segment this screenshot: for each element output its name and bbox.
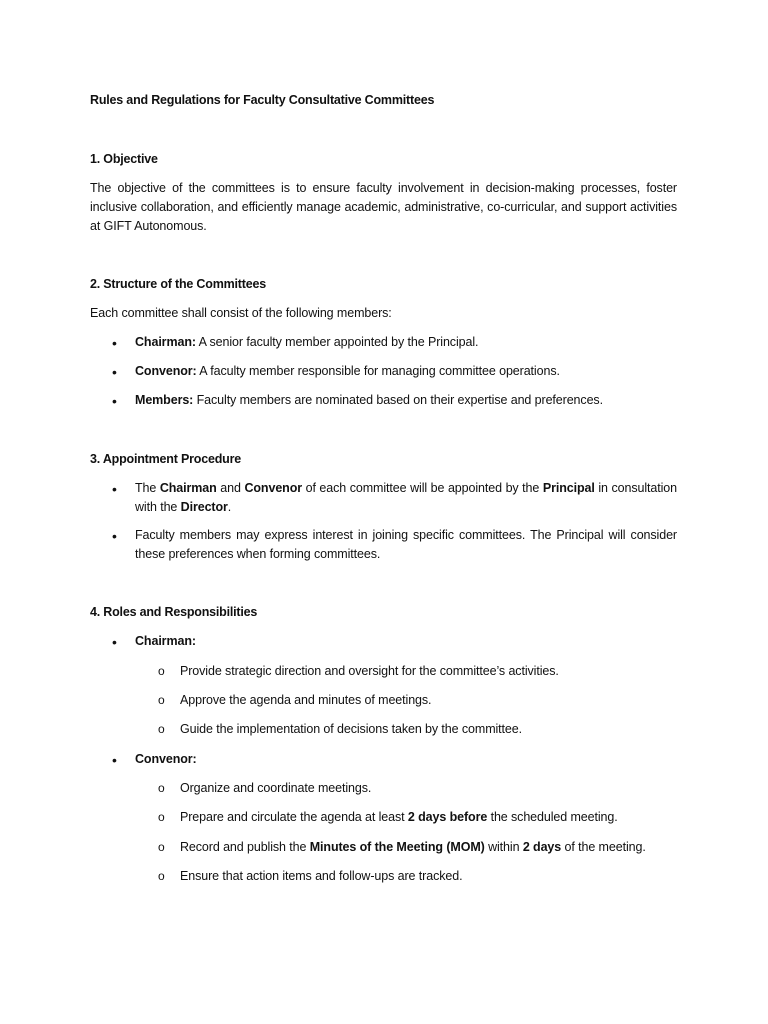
subbullet-icon: o: [158, 869, 165, 883]
subbullet-icon: o: [158, 664, 165, 678]
bullet-icon: •: [112, 528, 117, 544]
objective-paragraph: The objective of the committees is to ensure faculty involvement in decision-making processes, foster inclusive collaboration, and efficiently manage academic, administrative, co-curricular, and support activities at GIFT Autonomous.: [90, 181, 677, 233]
subbullet-icon: o: [158, 693, 165, 707]
convenor-duty-2: Prepare and circulate the agenda at least 2 days before the scheduled meeting.: [180, 810, 618, 824]
document-title: Rules and Regulations for Faculty Consultative Committees: [90, 93, 435, 107]
section-heading-structure: 2. Structure of the Committees: [90, 277, 266, 291]
bullet-icon: •: [112, 634, 117, 650]
structure-item-convenor: Convenor: A faculty member responsible for managing committee operations.: [135, 364, 560, 378]
appointment-item-2: Faculty members may express interest in joining specific committees. The Principal will consider these preferences when forming committees.: [135, 528, 677, 561]
subbullet-icon: o: [158, 840, 165, 854]
convenor-duty-4: Ensure that action items and follow-ups are tracked.: [180, 869, 463, 883]
subbullet-icon: o: [158, 810, 165, 824]
structure-intro: Each committee shall consist of the following members:: [90, 306, 392, 320]
appointment-item-1: The Chairman and Convenor of each committee will be appointed by the Principal in consultation with the Director.: [135, 481, 677, 514]
chairman-duty-3: Guide the implementation of decisions taken by the committee.: [180, 722, 523, 736]
chairman-duty-1: Provide strategic direction and oversight for the committee’s activities.: [180, 664, 559, 678]
subbullet-icon: o: [158, 722, 165, 736]
roles-convenor-label: Convenor:: [135, 752, 197, 766]
section-heading-objective: 1. Objective: [90, 152, 158, 166]
bullet-icon: •: [112, 752, 117, 768]
section-heading-appointment: 3. Appointment Procedure: [90, 452, 242, 466]
bullet-icon: •: [112, 364, 117, 380]
structure-item-members: Members: Faculty members are nominated based on their expertise and preferences.: [135, 393, 603, 407]
convenor-duty-3: Record and publish the Minutes of the Meeting (MOM) within 2 days of the meeting.: [180, 840, 646, 854]
section-heading-roles: 4. Roles and Responsibilities: [90, 605, 258, 619]
chairman-duty-2: Approve the agenda and minutes of meetings.: [180, 693, 432, 707]
convenor-duty-1: Organize and coordinate meetings.: [180, 781, 372, 795]
structure-item-chairman: Chairman: A senior faculty member appointed by the Principal.: [135, 335, 479, 349]
roles-chairman-label: Chairman:: [135, 634, 196, 648]
bullet-icon: •: [112, 481, 117, 497]
subbullet-icon: o: [158, 781, 165, 795]
bullet-icon: •: [112, 393, 117, 409]
bullet-icon: •: [112, 335, 117, 351]
